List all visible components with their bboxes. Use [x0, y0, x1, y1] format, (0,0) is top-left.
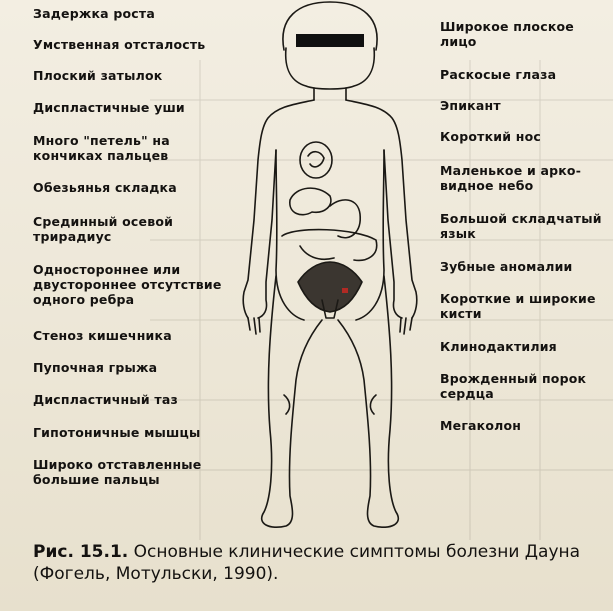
- caption-text: Основные клинические симптомы болезни Дауна (Фогель, Мотульски, 1990).: [33, 542, 581, 584]
- symptom-intestinal-stenosis: Стеноз кишечника: [33, 328, 172, 343]
- symptom-broad-flat-face: Широкое плоское лицо: [440, 19, 574, 49]
- symptom-growth-delay: Задержка роста: [33, 6, 155, 21]
- symptom-megacolon: Мегаколон: [440, 418, 522, 433]
- symptom-dysplastic-ears: Диспластичные уши: [33, 100, 185, 115]
- symptom-wide-gap-toes: Широко отставленные большие пальцы: [33, 457, 202, 487]
- symptom-axial-triradius: Срединный осевой трирадиус: [33, 214, 174, 244]
- symptom-simian-crease: Обезьянья складка: [33, 180, 177, 195]
- symptom-fingertip-loops: Много "петель" на кончиках пальцев: [33, 133, 170, 163]
- symptom-flat-occiput: Плоский затылок: [33, 68, 163, 83]
- symptom-short-nose: Короткий нос: [440, 129, 541, 144]
- figure-caption: [33, 541, 593, 585]
- human-body-illustration: [226, 0, 436, 540]
- symptom-dysplastic-pelvis: Диспластичный таз: [33, 392, 178, 407]
- symptom-clinodactyly: Клинодактилия: [440, 339, 557, 354]
- symptom-epicanthus: Эпикант: [440, 98, 501, 113]
- symptom-missing-rib: Одностороннее или двустороннее отсутствие одного ребра: [33, 262, 222, 307]
- symptom-short-broad-hands: Короткие и широкие кисти: [440, 291, 596, 321]
- symptom-congenital-heart: Врожденный порок сердца: [440, 371, 587, 401]
- symptom-furrowed-tongue: Большой складчатый язык: [440, 211, 602, 241]
- symptom-hypotonic-muscles: Гипотоничные мышцы: [33, 425, 201, 440]
- symptom-mental-retardation: Умственная отсталость: [33, 37, 206, 52]
- symptom-slanted-eyes: Раскосые глаза: [440, 67, 557, 82]
- symptom-umbilical-hernia: Пупочная грыжа: [33, 360, 158, 375]
- symptom-dental-anomalies: Зубные аномалии: [440, 259, 573, 274]
- symptom-arched-palate: Маленькое и арко- видное небо: [440, 163, 582, 193]
- caption-label: Рис. 15.1.: [33, 542, 129, 562]
